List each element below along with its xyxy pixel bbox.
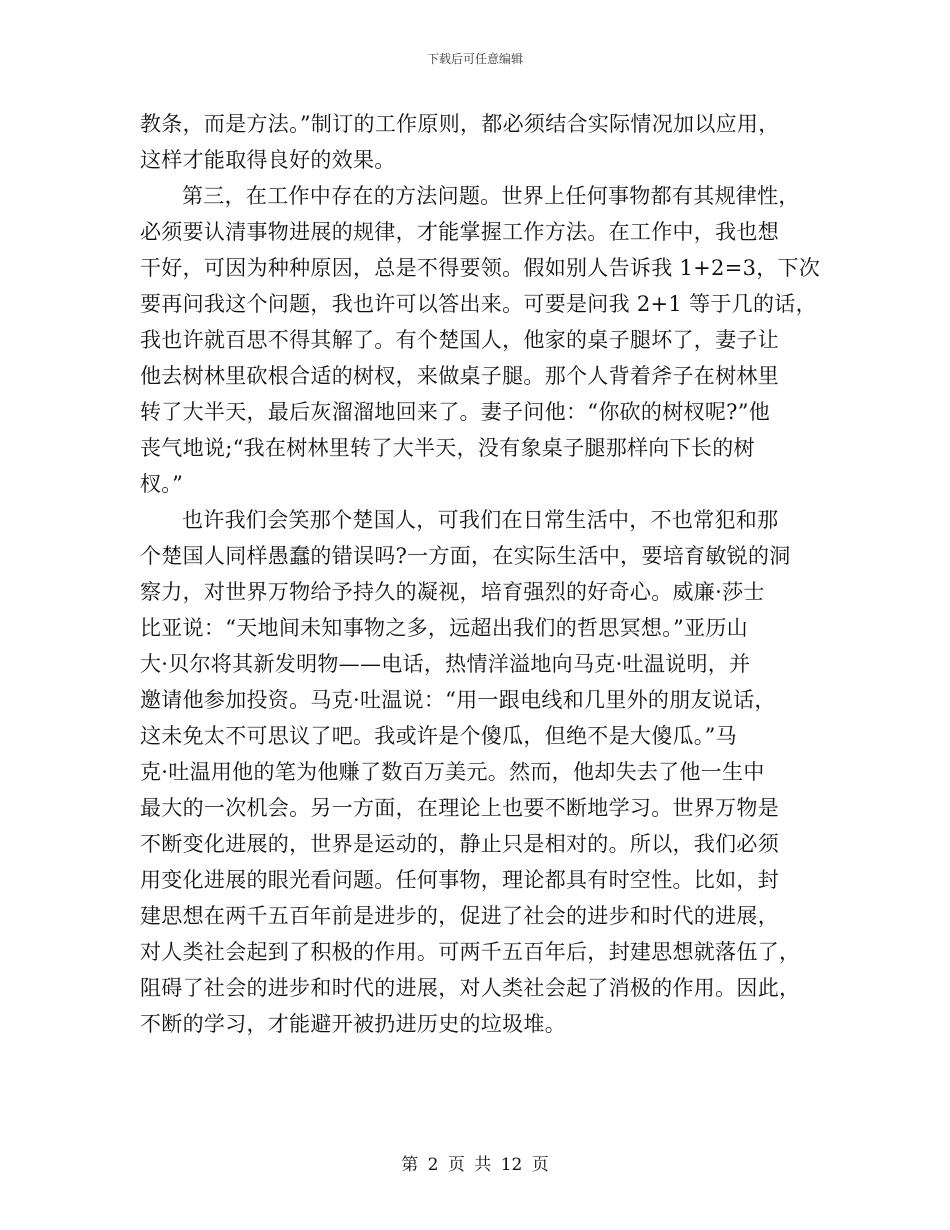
text-line: 对人类社会起到了积极的作用。可两千五百年后，封建思想就落伍了，: [140, 940, 801, 964]
text-line: 也许我们会笑那个楚国人，可我们在日常生活中，不也常犯和那: [182, 508, 779, 532]
text-line: 这样才能取得良好的效果。: [140, 148, 396, 172]
page-header: 下载后可任意编辑: [426, 52, 523, 66]
text-line: 我也许就百思不得其解了。有个楚国人，他家的桌子腿坏了，妻子让: [140, 328, 779, 352]
text-line: 不断的学习，才能避开被扔进历史的垃圾堆。: [140, 1012, 566, 1036]
text-line: 不断变化进展的，世界是运动的，静止只是相对的。所以，我们必须: [140, 832, 779, 856]
text-line: 第三，在工作中存在的方法问题。世界上任何事物都有其规律性，: [182, 184, 800, 208]
text-line: 比亚说：“天地间未知事物之多，远超出我们的哲思冥想。”亚历山: [140, 616, 748, 640]
text-line: 大·贝尔将其新发明物——电话，热情洋溢地向马克·吐温说明，并: [140, 652, 751, 676]
text-line: 教条，而是方法。”制订的工作原则，都必须结合实际情况加以应用，: [140, 112, 780, 136]
text-line: 转了大半天，最后灰溜溜地回来了。妻子问他：“你砍的树杈呢?”他: [140, 400, 771, 424]
text-line: 用变化进展的眼光看问题。任何事物，理论都具有时空性。比如，封: [140, 868, 779, 892]
text-line: 丧气地说;“我在树林里转了大半天，没有象桌子腿那样向下长的树: [140, 436, 755, 460]
text-line: 他去树林里砍根合适的树杈，来做桌子腿。那个人背着斧子在树林里: [140, 364, 779, 388]
text-line: 最大的一次机会。另一方面，在理论上也要不断地学习。世界万物是: [140, 796, 779, 820]
text-line: 察力，对世界万物给予持久的凝视，培育强烈的好奇心。威廉·莎士: [140, 580, 765, 604]
document-body: [140, 106, 821, 1042]
text-line: 杈。”: [140, 472, 184, 496]
text-line: 克·吐温用他的笔为他赚了数百万美元。然而，他却失去了他一生中: [140, 760, 765, 784]
text-line: 建思想在两千五百年前是进步的，促进了社会的进步和时代的进展，: [140, 904, 779, 928]
page-footer: 第 2 页 共 12 页: [401, 1155, 549, 1175]
text-line: 邀请他参加投资。马克·吐温说：“用一跟电线和几里外的朋友说话，: [140, 688, 776, 712]
text-line: 要再问我这个问题，我也许可以答出来。可要是问我 2+1 等于几的话，: [140, 292, 817, 316]
text-line: 个楚国人同样愚蠢的错误吗?一方面，在实际生活中，要培育敏锐的洞: [140, 544, 791, 568]
text-line: 干好，可因为种种原因，总是不得要领。假如别人告诉我 1+2=3，下次: [140, 256, 821, 280]
text-line: 必须要认清事物进展的规律，才能掌握工作方法。在工作中，我也想: [140, 220, 779, 244]
text-line: 这未免太不可思议了吧。我或许是个傻瓜，但绝不是大傻瓜。”马: [140, 724, 737, 748]
text-line: 阻碍了社会的进步和时代的进展，对人类社会起了消极的作用。因此，: [140, 976, 801, 1000]
